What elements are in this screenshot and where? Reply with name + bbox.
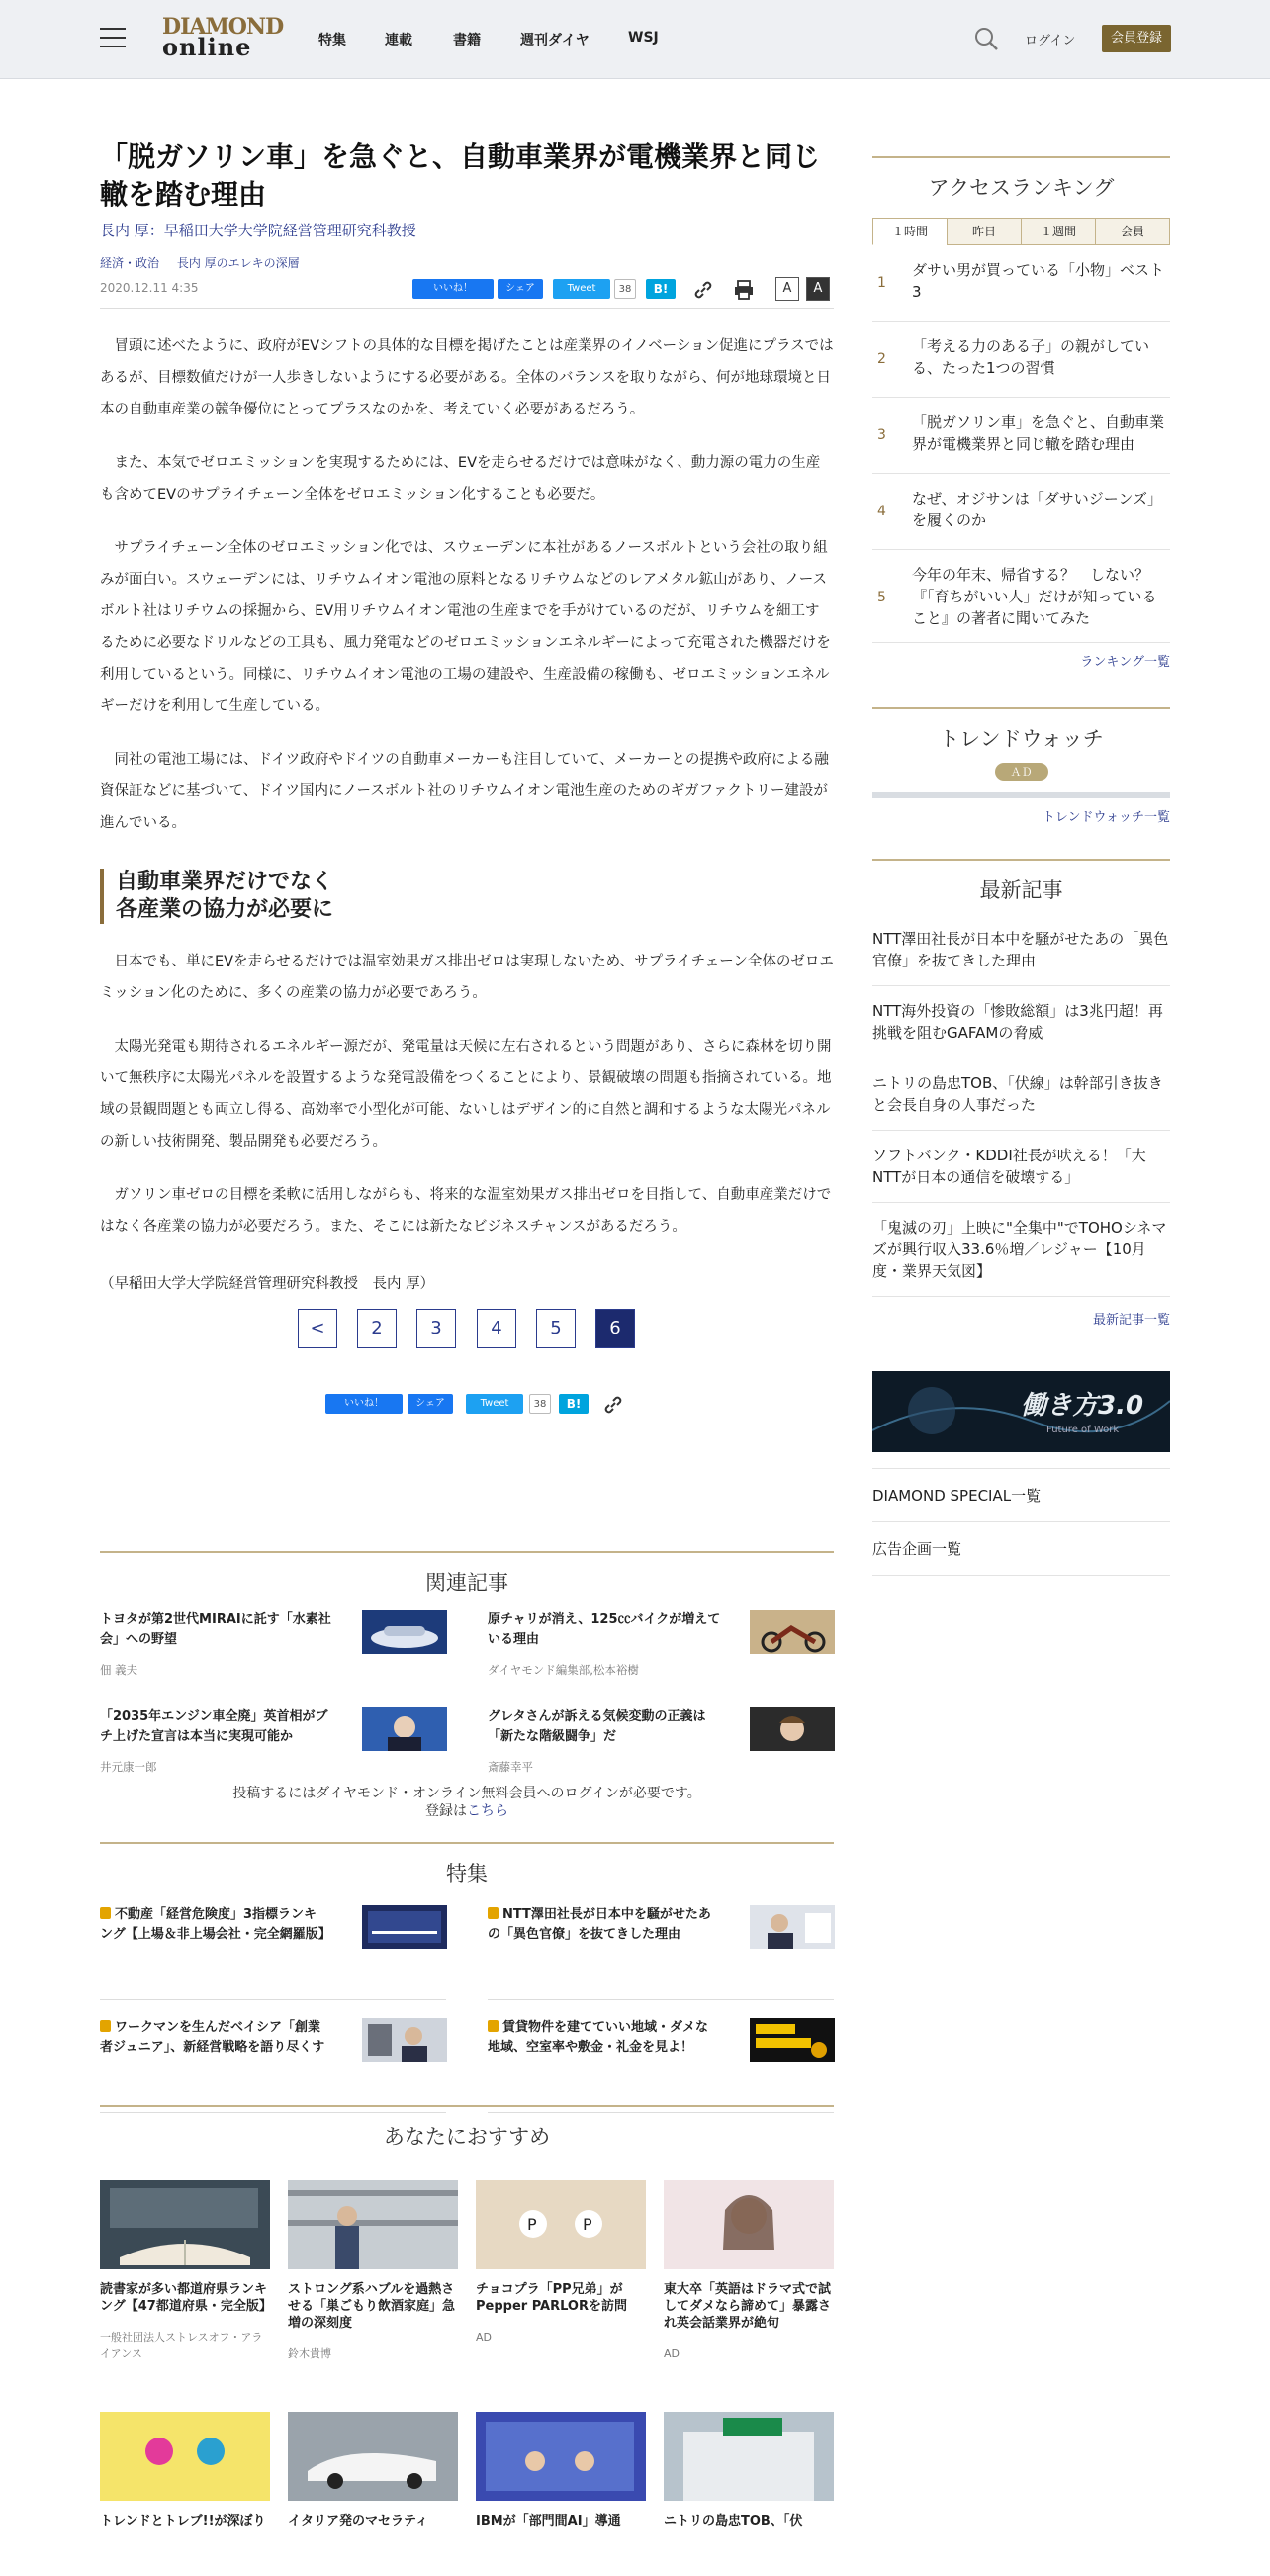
rank-title[interactable]: なぜ、オジサンは「ダサいジーンズ」を履くのか [912, 490, 1163, 529]
recommend-item-source: AD [664, 2347, 680, 2360]
feature-title: 特集 [446, 1862, 488, 1886]
recommend-image[interactable] [476, 2412, 646, 2501]
register-link[interactable]: こちら [467, 1803, 508, 1819]
rank-title[interactable]: 今年の年末、帰省する？ しない？『「育ちがいい人」だけが知っていること』の著者に聞いてみた [912, 566, 1157, 627]
tab-1hour[interactable]: １時間 [872, 218, 948, 245]
lock-icon [488, 1907, 499, 1919]
feature-item-title[interactable]: ワークマンを生んだベイシア「創業者ジュニア」、新経営戦略を語り尽くす [100, 2020, 325, 2055]
hatena-button[interactable]: B! [559, 1394, 589, 1414]
recommend-title: あなたにおすすめ [383, 2125, 551, 2149]
author-credit: （早稲田大学大学院経営管理研究科教授 長内 厚） [100, 1276, 435, 1292]
facebook-like-button[interactable]: いいね！ [325, 1394, 403, 1414]
related-item[interactable] [488, 1707, 834, 1775]
tab-1week[interactable]: １週間 [1021, 218, 1096, 245]
print-icon[interactable] [733, 279, 755, 301]
recommend-item-source: 鈴木貴博 [288, 2347, 331, 2360]
rank-number: 1 [877, 275, 886, 291]
related-item-author: 斎藤幸平 [488, 1760, 533, 1774]
svg-text:P: P [527, 2215, 537, 2234]
recommend-item-title[interactable]: IBMが「部門間AI」導通 [476, 2514, 621, 2529]
page-link[interactable]: 2 [357, 1309, 397, 1348]
related-item-title[interactable]: トヨタが第2世代MIRAIに託す「水素社会」への野望 [100, 1612, 331, 1647]
current-page[interactable]: 6 [595, 1309, 635, 1348]
article-author[interactable]: 長内 厚：早稲田大学大学院経営管理研究科教授 [100, 222, 416, 239]
trend-box [872, 707, 1170, 825]
rank-title[interactable]: ダサい男が買っている「小物」ベスト3 [912, 261, 1165, 301]
ranking-box [872, 156, 1170, 670]
related-item[interactable] [488, 1610, 834, 1678]
ad-project-link[interactable]: 広告企画一覧 [872, 1522, 1170, 1576]
paragraph: 冒頭に述べたように、政府がEVシフトの具体的な目標を掲げたことは産業界のイノベーション促進にプラスではあるが、目標数値だけが一人歩きしないようにする必要がある。全体のバランスを取りながら、何が地球環境と日本の自動車産業の競争優位にとってプラスなのかを、考えていく必要があるだろう。 [100, 338, 834, 417]
recommend-item-title[interactable]: トレンドとトレブ!!が深ぼり [100, 2514, 266, 2529]
recommend-image[interactable] [100, 2180, 270, 2269]
pagination [100, 1309, 834, 1352]
rank-title[interactable]: 「考える力のある子」の親がしている、たった1つの習慣 [912, 337, 1150, 377]
feature-thumbnail[interactable] [362, 2018, 447, 2062]
ranking-tabs [872, 218, 1170, 245]
news-item[interactable]: NTT海外投資の「惨敗総額」は3兆円超！再挑戦を阻むGAFAMの脅威 [872, 986, 1170, 1058]
feature-thumbnail[interactable] [750, 2018, 835, 2062]
rank-number: 2 [877, 351, 886, 367]
svg-text:P: P [583, 2215, 592, 2234]
nav-weekly[interactable]: 週刊ダイヤ [520, 33, 590, 48]
recommend-item[interactable] [476, 2180, 646, 2346]
paragraph: サプライチェーン全体のゼロエミッション化では、スウェーデンに本社があるノースボルトという会社の取り組みが面白い。スウェーデンには、リチウムイオン電池の原料となるリチウムなどのレアメタル鉱山があり、ノースボルト社はリチウムの採掘から、EV用リチウムイオン電池の生産までを手がけているのだが、リチウムを細工するために必要なドリルなどの工具も、風力発電などのゼロエミッションエネルギーによって充電された機器だけを利用しているという。同様に、リチウムイオン電池の工場の建設や、生産設備の稼働も、ゼロエミッションエネルギーだけを利用して生産している。 [100, 540, 831, 714]
related-item[interactable] [100, 1707, 446, 1775]
news-item[interactable]: NTT澤田社長が日本中を騒がせたあの「異色官僚」を抜てきした理由 [872, 914, 1170, 986]
trend-more-link[interactable]: トレンドウォッチ一覧 [1042, 810, 1170, 825]
nav-wsj[interactable]: WSJ [628, 30, 659, 46]
recommend-item[interactable] [476, 2412, 646, 2530]
related-item[interactable] [100, 1610, 446, 1678]
related-item-title[interactable]: 原チャリが消え、125㏄バイクが増えている理由 [488, 1612, 721, 1647]
paragraph: 太陽光発電も期待されるエネルギー源だが、発電量は天候に左右されるという問題があり、さらに森林を切り開いて無秩序に太陽光パネルを設置するような発電設備をつくることにより、景観破壊の問題も指摘されている。地域の景観問題とも両立し得る、高効率で小型化が可能、ないしはデザイン的に自然と調和するような太陽光パネルの新しい技術開発、製品開発も必要だろう。 [100, 1039, 832, 1150]
feature-item[interactable] [100, 2018, 446, 2113]
meta-row [100, 279, 834, 309]
note-line: 投稿するにはダイヤモンド・オンライン無料会員へのログインが必要です。 [232, 1786, 701, 1801]
note-prefix: 登録は [425, 1803, 467, 1819]
recommend-image[interactable] [100, 2412, 270, 2501]
banner-subtitle: Future of Work [1046, 1425, 1120, 1435]
tab-member[interactable]: 会員 [1095, 218, 1170, 245]
news-item[interactable]: 「鬼滅の刃」上映に"全集中"でTOHOシネマズが興行収入33.6％増／レジャー【10月度・業界天気図】 [872, 1203, 1170, 1297]
recommend-section [100, 2105, 834, 2576]
lock-icon [488, 2020, 499, 2032]
news-item[interactable]: ソフトバンク・KDDI社長が吠える！「大NTTが日本の通信を破壊する」 [872, 1131, 1170, 1203]
recommend-item[interactable] [664, 2412, 834, 2530]
related-title: 関連記事 [425, 1571, 508, 1595]
article-title: 「脱ガソリン車」を急ぐと、自動車業界が電機業界と同じ轍を踏む理由 [100, 140, 821, 211]
facebook-share-button[interactable]: シェア [498, 279, 543, 299]
feature-item[interactable] [100, 1905, 446, 2000]
ranking-item[interactable] [872, 322, 1170, 398]
article [100, 138, 834, 1418]
feature-item-title[interactable]: NTT澤田社長が日本中を騒がせたあの「異色官僚」を抜てきした理由 [488, 1907, 711, 1942]
series-link[interactable]: 長内 厚のエレキの深層 [176, 256, 300, 270]
rank-title[interactable]: 「脱ガソリン車」を急ぐと、自動車業界が電機業界と同じ轍を踏む理由 [912, 414, 1165, 453]
site-logo[interactable] [162, 14, 284, 63]
recommend-item-source: AD [476, 2331, 492, 2344]
nav-books[interactable]: 書籍 [453, 33, 481, 48]
tab-yesterday[interactable]: 昨日 [947, 218, 1022, 245]
paragraph: ガソリン車ゼロの目標を柔軟に活用しながらも、将来的な温室効果ガス排出ゼロを目指して、自動車産業だけではなく各産業の協力が必要だろう。また、そこには新たなビジネスチャンスがあるだろう。 [100, 1187, 832, 1235]
related-item-title[interactable]: グレタさんが訴える気候変動の正義は「新たな階級闘争」だ [488, 1709, 706, 1744]
recommend-item-title[interactable]: ストロング系ハブルを過熱させる「巣ごもり飲酒家庭」急増の深刻度 [288, 2282, 456, 2331]
section-heading [100, 869, 834, 924]
lock-icon [100, 1907, 111, 1919]
recommend-item[interactable] [288, 2180, 458, 2362]
related-item-author: 佃 義夫 [100, 1663, 138, 1677]
paragraph: 同社の電池工場には、ドイツ政府やドイツの自動車メーカーも注目していて、メーカーとの提携や政府による融資保証などに基づいて、ドイツ国内にノースボルト社のリチウムイオン電池生産のためのギガファクトリー建設が進んでいる。 [100, 752, 829, 831]
feature-thumbnail[interactable] [750, 1905, 835, 1949]
heading-line: 自動車業界だけでなく [116, 870, 334, 894]
article-date: 2020.12.11 4:35 [100, 281, 199, 295]
tweet-count: 38 [529, 1394, 551, 1414]
ranking-item[interactable] [872, 474, 1170, 550]
recommend-item-title[interactable]: チョコプラ「PP兄弟」がPepper PARLORを訪問 [476, 2282, 627, 2314]
recommend-item-title[interactable]: ニトリの島忠TOB、「伏 [664, 2514, 803, 2529]
related-item-title[interactable]: 「2035年エンジン車全廃」英首相がブチ上げた宣言は本当に実現可能か [100, 1709, 328, 1744]
font-small-button[interactable]: A [775, 277, 799, 301]
recommend-item[interactable] [664, 2180, 834, 2362]
ranking-item[interactable] [872, 550, 1170, 643]
paragraph: また、本気でゼロエミッションを実現するためには、EVを走らせるだけでは意味がなく、動力源の電力の生産も含めてEVのサプライチェーン全体をゼロエミッション化することも必要だ。 [100, 455, 821, 503]
logo-line2: online [162, 33, 252, 61]
recommend-image[interactable] [288, 2180, 458, 2269]
lock-icon [100, 2020, 111, 2032]
category-link[interactable]: 経済・政治 [100, 256, 160, 270]
link-icon[interactable] [692, 279, 714, 301]
logo-line1: DIAMOND [162, 14, 284, 40]
comment-login-note [100, 1785, 834, 1820]
ranking-item[interactable] [872, 245, 1170, 322]
menu-icon[interactable] [100, 28, 126, 47]
recommend-item[interactable] [100, 2180, 270, 2362]
feature-item-title[interactable]: 賃貸物件を建てていい地域・ダメな地域、空室率や敷金・礼金を見よ！ [488, 2020, 709, 2055]
feature-item[interactable] [488, 2018, 834, 2113]
recommend-item-source: 一般社団法人ストレスオフ・アライアンス [100, 2331, 263, 2360]
recommend-item[interactable] [100, 2412, 270, 2530]
ranking-item[interactable] [872, 398, 1170, 474]
ranking-more-link[interactable]: ランキング一覧 [1080, 655, 1170, 670]
tweet-button[interactable]: Tweet [553, 279, 610, 299]
bottom-share-bar [100, 1394, 834, 1418]
feature-item-title[interactable]: 不動産「経営危険度」3指標ランキング【上場＆非上場会社・完全網羅版】 [100, 1907, 331, 1942]
ranking-title: アクセスランキング [928, 176, 1115, 200]
recommend-item[interactable] [288, 2412, 458, 2530]
news-item[interactable]: ニトリの島忠TOB、「伏線」は幹部引き抜きと会長自身の人事だった [872, 1058, 1170, 1131]
diamond-special-link[interactable]: DIAMOND SPECIAL一覧 [872, 1468, 1170, 1522]
divider [100, 2105, 834, 2107]
trend-divider [872, 792, 1170, 798]
facebook-like-button[interactable]: いいね！ [412, 279, 494, 299]
feature-item[interactable] [488, 1905, 834, 2000]
facebook-share-button[interactable]: シェア [408, 1394, 453, 1414]
ad-badge: ＡＤ [995, 763, 1048, 781]
tweet-button[interactable]: Tweet [466, 1394, 523, 1414]
nav-feature[interactable]: 特集 [318, 33, 346, 48]
hatena-button[interactable]: B! [646, 279, 676, 299]
feature-thumbnail[interactable] [362, 1905, 447, 1949]
site-header [0, 0, 1270, 79]
sidebar [872, 156, 1170, 1576]
related-thumbnail[interactable] [750, 1610, 835, 1654]
link-icon[interactable] [602, 1394, 624, 1416]
related-thumbnail[interactable] [362, 1610, 447, 1654]
related-item-author: 井元康一郎 [100, 1760, 157, 1774]
divider [100, 1842, 834, 1844]
recommend-image[interactable] [288, 2412, 458, 2501]
recommend-item-title[interactable]: イタリア発のマセラティ [288, 2514, 428, 2529]
nav-series[interactable]: 連載 [385, 33, 412, 48]
tweet-count: 38 [614, 279, 636, 299]
banner-title: 働き方3.0 [1021, 1391, 1144, 1421]
news-title: 最新記事 [979, 878, 1063, 902]
trend-title: トレンドウォッチ [939, 727, 1104, 751]
rank-number: 4 [877, 504, 886, 519]
search-icon[interactable] [973, 26, 999, 51]
related-thumbnail[interactable] [750, 1707, 835, 1751]
recommend-image[interactable] [664, 2180, 834, 2269]
heading-line: 各産業の協力が必要に [116, 897, 334, 922]
divider [100, 1551, 834, 1553]
recommend-item-title[interactable]: 東大卒「英語はドラマ式で試してダメなら諦めて」暴露され英会話業界が絶句 [664, 2282, 832, 2331]
related-thumbnail[interactable] [362, 1707, 447, 1751]
rank-number: 5 [877, 590, 886, 605]
login-link[interactable]: ログイン [1025, 34, 1076, 48]
category-links [100, 254, 834, 271]
banner[interactable] [872, 1371, 1170, 1452]
register-button[interactable]: 会員登録 [1102, 25, 1171, 52]
news-box [872, 859, 1170, 1328]
recommend-image[interactable] [476, 2180, 646, 2269]
paragraph: 日本でも、単にEVを走らせるだけでは温室効果ガス排出ゼロは実現しないため、サプライチェーン全体のゼロエミッション化のために、多くの産業の協力が必要であろう。 [100, 954, 834, 1001]
related-item-author: ダイヤモンド編集部,松本裕樹 [488, 1663, 639, 1677]
rank-number: 3 [877, 427, 886, 443]
font-large-button[interactable]: A [806, 277, 830, 301]
page-link[interactable]: 5 [536, 1309, 576, 1348]
prev-page-button[interactable]: < [298, 1309, 337, 1348]
page-link[interactable]: 3 [416, 1309, 456, 1348]
news-more-link[interactable]: 最新記事一覧 [1092, 1313, 1170, 1328]
related-section [100, 1551, 834, 1820]
recommend-image[interactable] [664, 2412, 834, 2501]
page-link[interactable]: 4 [477, 1309, 516, 1348]
recommend-item-title[interactable]: 読書家が多い都道府県ランキング【47都道府県・完全版】 [100, 2282, 272, 2314]
feature-section [100, 1842, 834, 2105]
